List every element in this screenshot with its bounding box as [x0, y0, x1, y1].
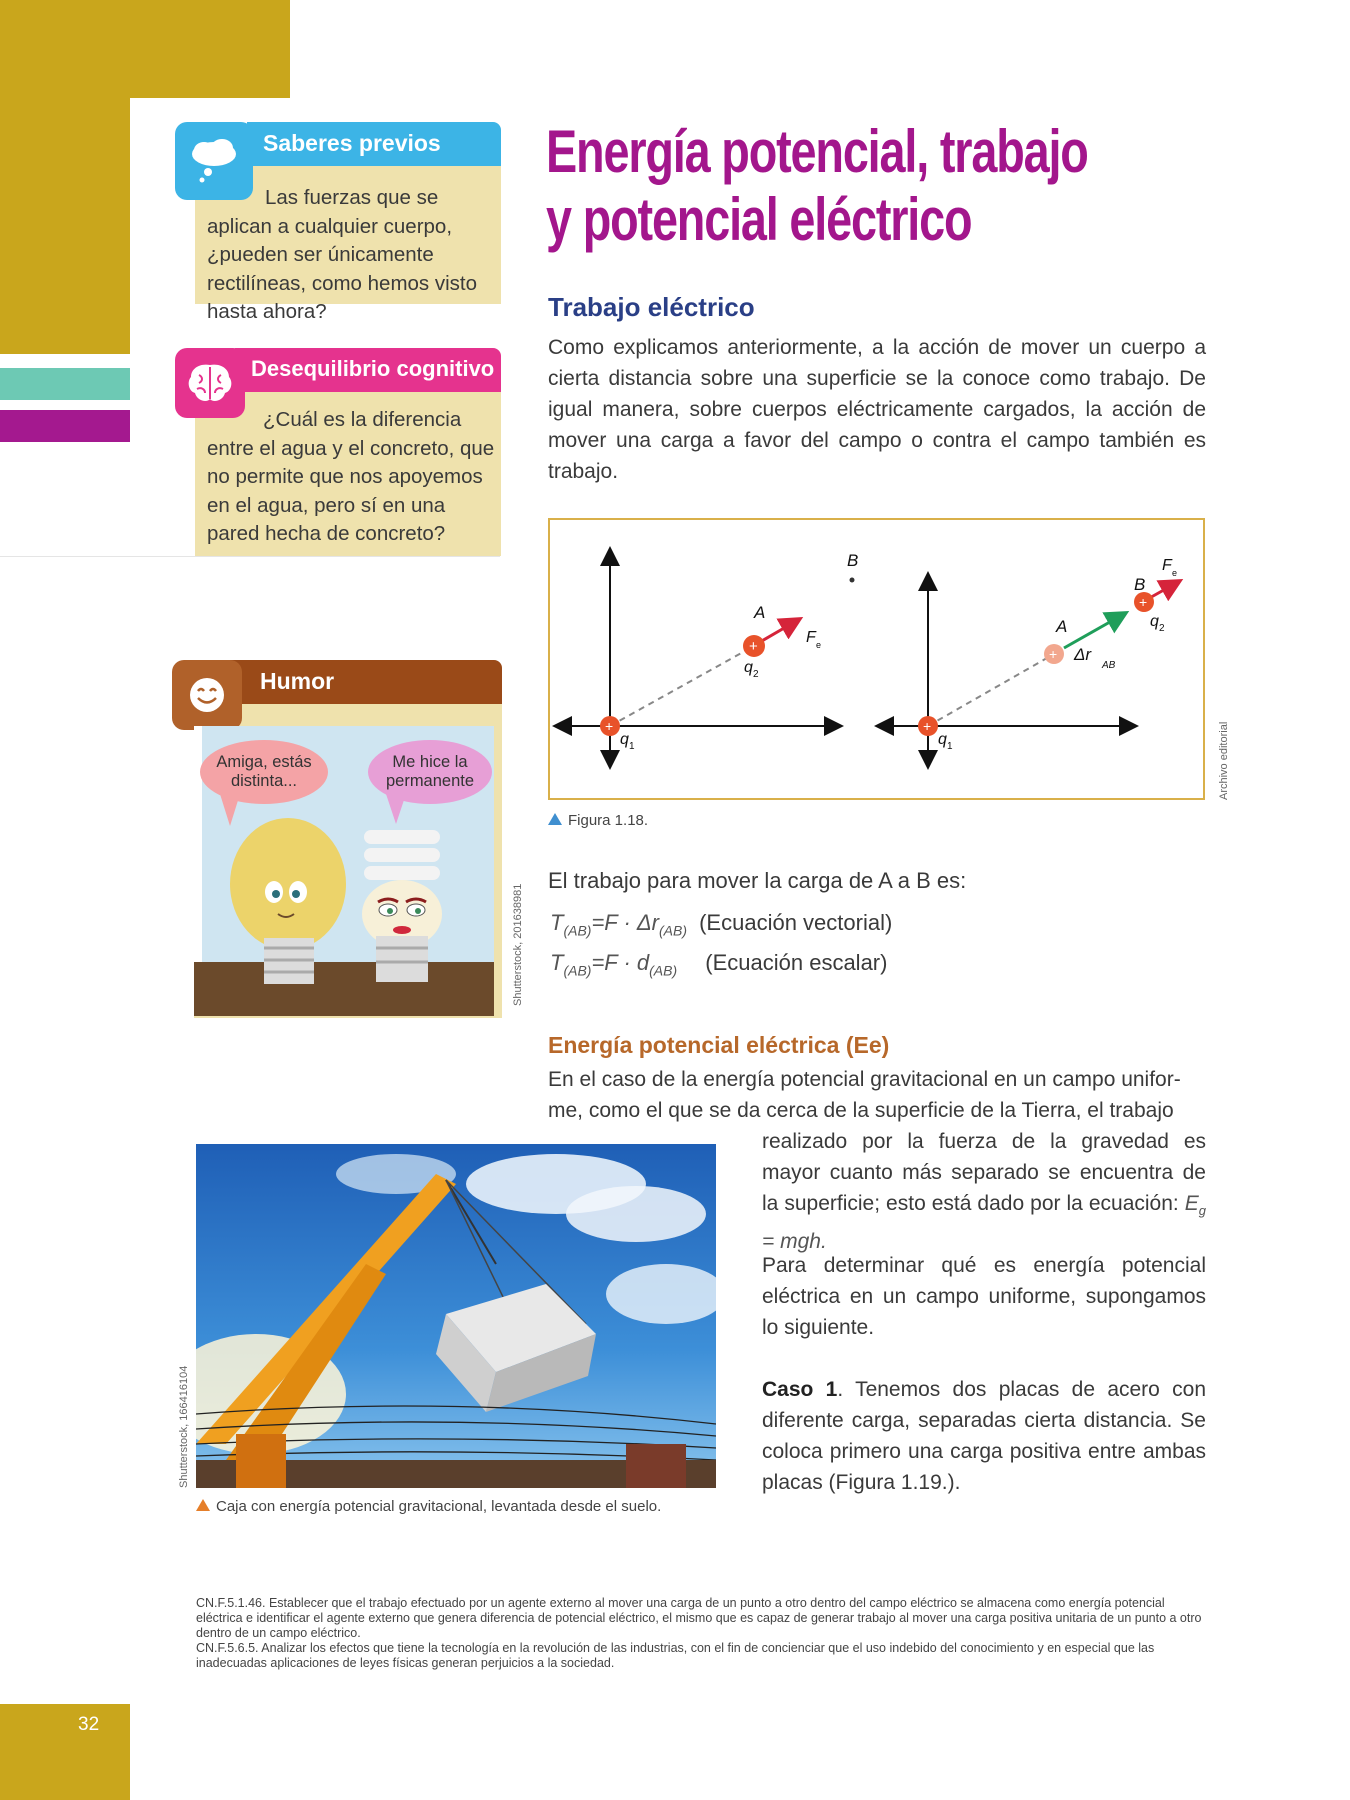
bubble-left-text: Amiga, estás distinta... — [216, 753, 312, 790]
saberes-previos-box — [175, 122, 501, 323]
field-diagram — [550, 520, 1203, 798]
eq-rhs: = mgh. — [762, 1230, 827, 1254]
divider — [0, 556, 500, 557]
purple-stripe — [0, 410, 130, 442]
plus-sign: + — [605, 718, 614, 734]
label-q1-sub-right: 1 — [947, 741, 953, 752]
plus-sign: + — [923, 718, 932, 734]
bottom-color-band — [0, 1704, 130, 1800]
desequilibrio-text: ¿Cuál es la diferencia entre el agua y el concreto, que no permite que nos apoyemos en el agua, pero sí en una pared hecha de concreto? — [207, 408, 495, 545]
footnotes — [196, 1596, 1208, 1671]
eq-g: g — [1198, 1203, 1206, 1219]
label-q1-left: q — [620, 731, 629, 748]
vec-lhs-sub: (AB) — [563, 922, 592, 939]
crane-photo — [196, 1144, 716, 1488]
page-title-line2: y potencial eléctrico — [546, 186, 972, 253]
sca-rhs: =F · d — [591, 950, 650, 975]
label-q2-left: q — [744, 659, 753, 676]
bubble-left-tail — [220, 794, 240, 826]
plus-sign: + — [1139, 594, 1148, 610]
label-A-left: A — [754, 603, 766, 622]
label-Fe-left: F — [806, 629, 816, 646]
saberes-title: Saberes previos — [263, 130, 441, 156]
bubble-right-text: Me hice la permanente — [385, 753, 475, 790]
plus-sign: + — [749, 638, 758, 655]
label-q1-right: q — [938, 731, 947, 748]
caso-text: . Tenemos dos placas de acero con diferente carga, separadas cierta distancia. Se coloca primero una carga positiva entre ambas placas (Figura 1.19.). — [762, 1378, 1207, 1494]
label-q2-sub-right: 2 — [1159, 623, 1165, 634]
saberes-text: Las fuerzas que se aplican a cualquier cuerpo, ¿pueden ser únicamente rectilíneas, como hemos visto hasta ahora? — [207, 186, 478, 323]
energia-para1-rest — [762, 1126, 1206, 1257]
sca-lhs: T — [550, 950, 564, 975]
energia-heading: Energía potencial eléctrica (Ee) — [548, 1032, 890, 1058]
label-q2-right: q — [1150, 613, 1159, 630]
smiley-icon — [172, 660, 242, 730]
caption-marker-icon — [548, 813, 562, 825]
page-title-line1: Energía potencial, trabajo — [546, 118, 1088, 185]
label-q2-sub-left: 2 — [753, 669, 759, 680]
equation-intro: El trabajo para mover la carga de A a B es: — [548, 868, 967, 893]
saberes-header — [247, 122, 501, 166]
sca-label: (Ecuación escalar) — [705, 950, 888, 975]
desequilibrio-box — [175, 348, 501, 556]
humor-box — [172, 660, 502, 1018]
desequilibrio-title: Desequilibrio cognitivo — [251, 356, 495, 381]
energia-para2: Para determinar qué es energía potencial eléctrica en un campo uniforme, supongamos lo siguiente. — [762, 1254, 1206, 1339]
label-e-left: e — [816, 640, 822, 650]
energia-line1: En el caso de la energía potencial gravitacional en un campo unifor- — [548, 1068, 1181, 1091]
left-force-arrow — [760, 620, 798, 642]
teal-stripe — [0, 368, 130, 400]
top-color-band — [0, 0, 290, 98]
page-title — [546, 118, 1139, 254]
energia-line2: me, como el que se da cerca de la superficie de la Tierra, el trabajo — [548, 1099, 1174, 1122]
scalar-equation — [550, 950, 887, 986]
bubble-right-tail — [386, 794, 406, 824]
vec-lhs: T — [550, 910, 564, 935]
eq-E: E — [1184, 1192, 1199, 1215]
right-dashed-line — [928, 654, 1054, 726]
sca-rhs-sub: (AB) — [649, 962, 678, 979]
photo-caption — [196, 1498, 661, 1515]
label-Fe-right: F — [1162, 557, 1172, 574]
displacement-arrow — [1064, 614, 1124, 648]
footnote-2: CN.F.5.6.5. Analizar los efectos que tiene la tecnología en la revolución de las industrias, con el fin de concienciar que el uso indebido del conocimiento y en especial que las inadecuadas aplicaciones de leyes físicas generan perjuicios a la sociedad. — [196, 1641, 1155, 1670]
label-B-left: B — [847, 551, 859, 570]
vec-label: (Ecuación vectorial) — [699, 910, 893, 935]
trabajo-heading: Trabajo eléctrico — [548, 292, 755, 322]
caso-paragraph — [762, 1374, 1206, 1498]
figure-1-18 — [548, 518, 1205, 800]
label-delta-r: Δr — [1074, 645, 1092, 664]
label-B-right: B — [1134, 575, 1146, 594]
label-e-right: e — [1172, 568, 1178, 578]
label-q1-sub-left: 1 — [629, 741, 635, 752]
label-A-right: A — [1056, 617, 1068, 636]
page-number: 32 — [78, 1714, 100, 1735]
humor-title: Humor — [260, 668, 335, 694]
photo-caption-text: Caja con energía potencial gravitacional, levantada desde el suelo. — [216, 1498, 662, 1515]
caption-marker-icon — [196, 1499, 210, 1511]
footnote-1: CN.F.5.1.46. Establecer que el trabajo efectuado por un agente externo al mover una carga de un punto a otro dentro del campo eléctrico se almacena como energía potencial eléctrica e identificar el agente externo que genera diferencia de potencial eléctrico, el mismo que es capaz de generar trabajo al mover una carga positiva unitaria de un punto a otro dentro de un campo eléctrico. — [196, 1596, 1202, 1640]
figure-credit: Archivo editorial — [1218, 721, 1230, 800]
sca-lhs-sub: (AB) — [563, 962, 592, 979]
left-color-band — [0, 98, 130, 354]
left-dashed-line — [610, 646, 754, 726]
vec-rhs-sub: (AB) — [658, 922, 687, 939]
vec-rhs: =F · Δr — [591, 910, 659, 935]
desequilibrio-header — [235, 348, 501, 392]
energia-rest-text: realizado por la fuerza de la gravedad es mayor cuanto más separado se encuentra de la superficie; esto está dado por la ecuación: — [762, 1130, 1206, 1215]
figure-caption-text: Figura 1.18. — [568, 812, 649, 829]
vector-equation — [550, 910, 892, 946]
caso-label: Caso 1 — [762, 1378, 838, 1401]
left-point-B — [850, 578, 855, 583]
label-AB-sub: AB — [1102, 660, 1116, 671]
humor-header — [212, 660, 502, 704]
photo-credit: Shutterstock, 166416104 — [178, 1365, 190, 1488]
humor-credit: Shutterstock, 201638981 — [512, 883, 524, 1006]
figure-caption — [548, 812, 648, 829]
plus-sign: + — [1049, 646, 1058, 662]
trabajo-paragraph: Como explicamos anteriormente, a la acción de mover un cuerpo a cierta distancia sobre una superficie se la conoce como trabajo. De igual manera, sobre cuerpos eléctricamente cargados, la acción de mover una carga a favor del campo o contra el campo también es trabajo. — [548, 336, 1206, 483]
